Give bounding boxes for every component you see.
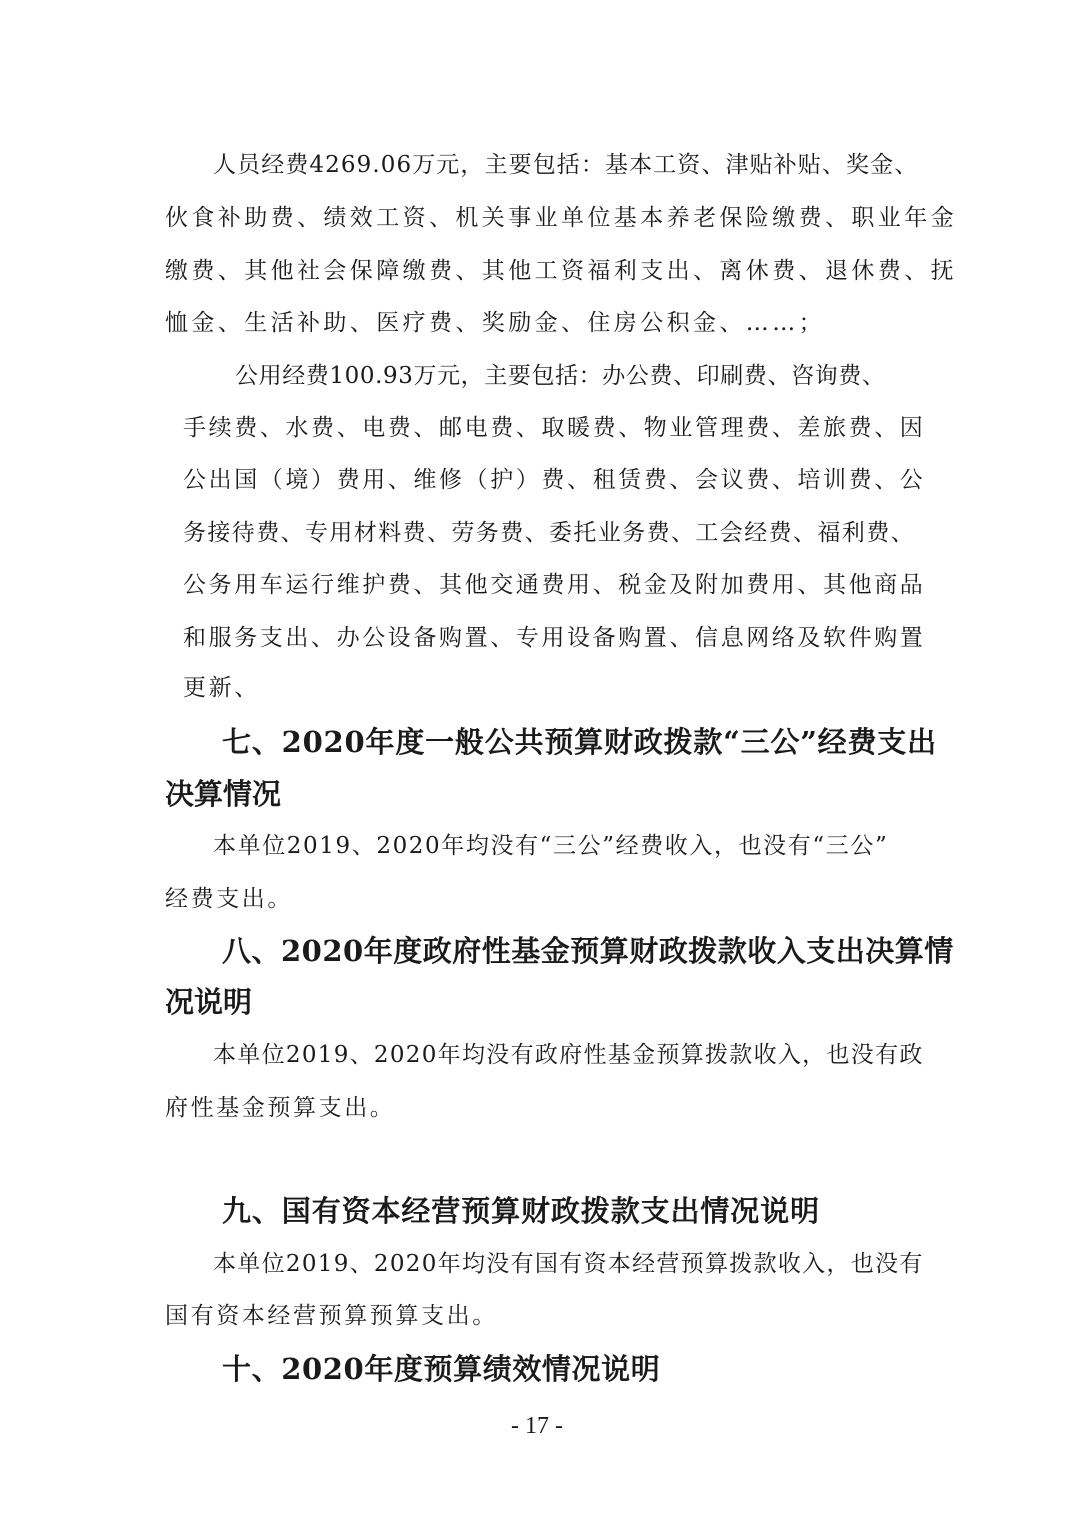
text-line: 伙食补助费、绩效工资、机关事业单位基本养老保险缴费、职业年金 (165, 205, 957, 231)
page-number: - 17 - (511, 1413, 563, 1439)
text-line: 手续费、水费、电费、邮电费、取暖费、物业管理费、差旅费、因 (183, 415, 926, 441)
text-line: 务接待费、专用材料费、劳务费、委托业务费、工会经费、福利费、 (183, 520, 915, 546)
text-line: 人员经费4269.06万元，主要包括：基本工资、津贴补贴、奖金、 (213, 152, 919, 178)
text-line: 本单位2019、2020年均没有国有资本经营预算拨款收入，也没有 (213, 1251, 924, 1277)
section-heading: 况说明 (165, 985, 253, 1019)
text-line: 更新、 (183, 675, 260, 701)
text-line: 公出国（境）费用、维修（护）费、租赁费、会议费、培训费、公 (183, 467, 926, 493)
text-line: 缴费、其他社会保障缴费、其他工资福利支出、离休费、退休费、抚 (165, 258, 957, 284)
section-heading: 决算情况 (165, 777, 282, 811)
text-line: 本单位2019、2020年均没有政府性基金预算拨款收入，也没有政 (213, 1042, 924, 1068)
text-line: 和服务支出、办公设备购置、专用设备购置、信息网络及软件购置 (183, 625, 926, 651)
section-heading: 十、2020年度预算绩效情况说明 (222, 1352, 661, 1386)
text-line: 恤金、生活补助、医疗费、奖励金、住房公积金、……； (165, 310, 825, 336)
text-line: 公用经费100.93万元，主要包括：办公费、印刷费、咨询费、 (235, 363, 886, 389)
section-heading: 七、2020年度一般公共预算财政拨款“三公”经费支出 (222, 725, 937, 759)
text-line: 府性基金预算支出。 (165, 1095, 396, 1121)
section-heading: 八、2020年度政府性基金预算财政拨款收入支出决算情 (222, 934, 954, 968)
section-heading: 九、国有资本经营预算财政拨款支出情况说明 (222, 1194, 821, 1228)
text-line: 本单位2019、2020年均没有“三公”经费收入，也没有“三公” (213, 833, 889, 859)
text-line: 公务用车运行维护费、其他交通费用、税金及附加费用、其他商品 (183, 572, 926, 598)
text-line: 经费支出。 (165, 886, 293, 912)
text-line: 国有资本经营预算预算支出。 (165, 1303, 498, 1329)
